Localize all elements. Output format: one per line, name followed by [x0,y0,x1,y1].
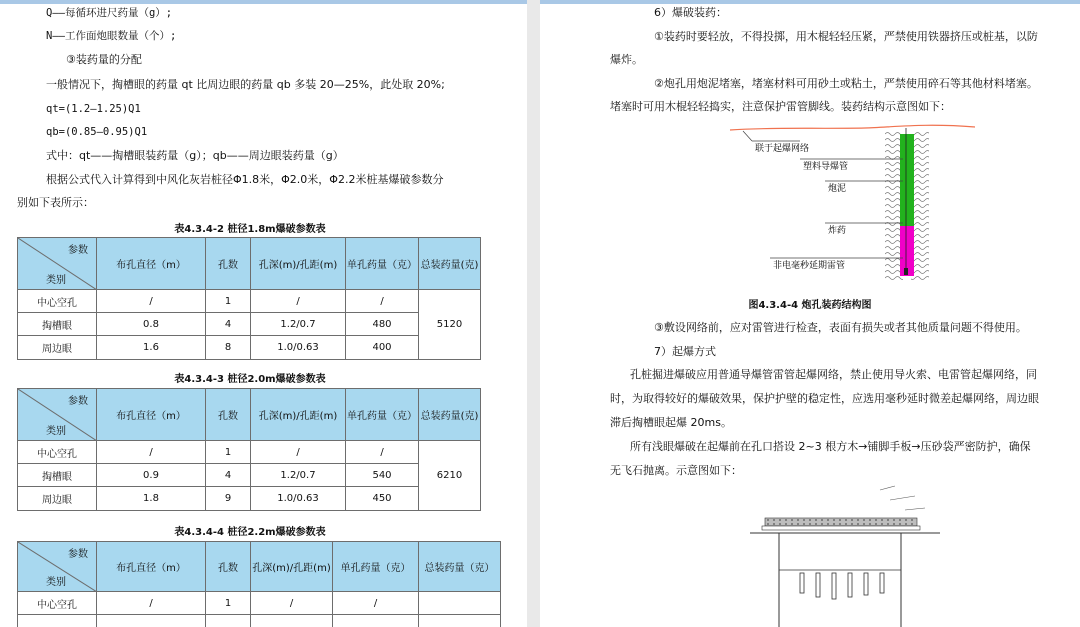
table-cell: / [251,441,346,464]
text-line: 式中：qt——掏槽眼装药量（g）；qb——周边眼装药量（g） [46,149,344,162]
header-diagonal-cell [18,238,97,290]
section-heading: 7）起爆方式 [654,345,716,358]
table-cell: 4 [206,313,251,336]
column-header: 孔数 [206,389,251,441]
column-header: 孔数 [206,542,251,592]
table-row [18,592,501,615]
text-line: ①装药时要轻放，不得投掷，用木棍轻轻压紧，严禁使用铁器挤压或桩基，以防 [654,30,1038,43]
table-cell: 1.8 [97,487,206,511]
text-line: 孔桩掘进爆破应用普通导爆管雷管起爆网络，禁止使用导火索、电雷管起爆网络，同 [630,368,1037,381]
table-cell: 0.9 [97,464,206,487]
column-header: 孔深(m)/孔距(m) [251,238,346,290]
table-cell: 中心空孔 [18,592,97,615]
detonator [904,268,908,275]
table-cell: 周边眼 [18,487,97,511]
table-cell: 4 [206,464,251,487]
table-cell: 540 [346,464,419,487]
table-cell: 1 [206,441,251,464]
text-line: 别如下表所示： [17,196,94,209]
table-cell: / [251,290,346,313]
table-cell: 1.6 [97,336,206,360]
table-cell: 1 [206,592,251,615]
table-cell [333,615,419,627]
table-cell: 9 [206,487,251,511]
blast-params-table-1 [17,237,481,360]
table-cell [206,615,251,627]
table-cell: / [333,592,419,615]
text-line: 爆炸。 [610,53,643,66]
blast-params-table-2 [17,388,481,511]
label-detonator: 非电毫秒延期雷管 [773,261,846,271]
stemming-column [900,134,914,226]
column-header: 总装药量（克） [419,542,501,592]
table-cell [419,615,501,627]
table-cell: / [251,592,333,615]
text-line: 所有浅眼爆破在起爆前在孔口搭设 2~3 根方木→铺脚手板→压砂袋严密防护，确保 [630,440,1031,453]
text-line: N——工作面炮眼数量（个）; [46,30,177,42]
text-line: 无飞石抛离。示意图如下： [610,464,742,477]
column-header: 单孔药量（克） [346,389,419,441]
document-page-right [540,0,1080,627]
text-line: qt=(1.2—1.25)Q1 [46,103,141,115]
table-cell: 中心空孔 [18,290,97,313]
table-cell [18,615,97,627]
text-line: 根据公式代入计算得到中风化灰岩桩径Φ1.8米，Φ2.0米，Φ2.2米桩基爆破参数分 [46,173,444,186]
table-cell: / [97,290,206,313]
table-cell: 400 [346,336,419,360]
table-cell: 掏槽眼 [18,464,97,487]
table-cell: 1.0/0.63 [251,487,346,511]
table-cell: / [97,592,206,615]
header-category: 类别 [46,426,66,437]
table-cell: / [346,290,419,313]
column-header: 单孔药量（克） [333,542,419,592]
table-cell: 0.8 [97,313,206,336]
text-line: ③装药量的分配 [66,53,142,66]
figure-caption: 图4.3.4-4 炮孔装药结构图 [748,300,872,311]
header-diagonal-cell [18,542,97,592]
column-header: 孔数 [206,238,251,290]
table-row [18,290,481,313]
column-header: 布孔直径（m） [97,389,206,441]
column-header: 总装药量(克) [419,389,481,441]
table-cell [97,615,206,627]
label-plastic-tube: 塑料导爆管 [803,162,849,172]
protection-diagram [730,478,950,627]
table-cell: 480 [346,313,419,336]
table-row [18,441,481,464]
document-page-left [0,0,527,627]
text-line: ②炮孔用炮泥堵塞，堵塞材料可用砂土或粘土，严禁使用碎石等其他材料堵塞。 [654,77,1038,90]
text-line: qb=(0.85—0.95)Q1 [46,126,148,138]
table-cell: 周边眼 [18,336,97,360]
label-stemming: 炮泥 [828,184,847,194]
table-cell-total: 5120 [419,290,481,360]
table-caption: 表4.3.4-2 桩径1.8m爆破参数表 [174,224,326,235]
sandbag-layer [765,518,917,526]
column-header: 孔深(m)/孔距(m) [251,542,333,592]
column-header: 布孔直径（m） [97,238,206,290]
table-cell: / [346,441,419,464]
section-heading: 6）爆破装药： [654,6,727,19]
table-row [18,487,481,511]
header-category: 类别 [46,275,66,286]
table-cell: 中心空孔 [18,441,97,464]
text-line: 时，为取得较好的爆破效果，保护护壁的稳定性，应选用毫秒延时微差起爆网络，周边眼 [610,392,1039,405]
column-header: 布孔直径（m） [97,542,206,592]
text-line: Q——每循环进尺药量（g）; [46,7,173,19]
page-top-border [540,0,1080,4]
table-row [18,464,481,487]
text-line: 一般情况下，掏槽眼的药量 qt 比周边眼的药量 qb 多装 20—25%，此处取 20%; [46,78,445,91]
detonation-wire [730,125,975,130]
table-cell: 450 [346,487,419,511]
label-explosive: 炸药 [828,226,847,236]
table-cell [419,592,501,615]
header-param: 参数 [68,245,88,256]
blast-params-table-3 [17,541,501,627]
header-category: 类别 [46,577,66,588]
page-top-border [0,0,527,4]
header-diagonal-cell [18,389,97,441]
column-header: 总装药量(克) [419,238,481,290]
table-cell: 8 [206,336,251,360]
table-cell-total: 6210 [419,441,481,511]
label-detonation-network: 联于起爆网络 [755,144,810,154]
table-cell: 1 [206,290,251,313]
text-line: 堵塞时可用木棍轻轻捣实，注意保护雷管脚线。装药结构示意图如下： [610,100,951,113]
header-param: 参数 [68,549,88,560]
table-cell: 1.2/0.7 [251,313,346,336]
table-cell: / [97,441,206,464]
blast-holes [800,573,884,599]
column-header: 孔深(m)/孔距(m) [251,389,346,441]
charge-structure-diagram [725,118,985,286]
table-cell: 1.0/0.63 [251,336,346,360]
table-row [18,336,481,360]
table-caption: 表4.3.4-3 桩径2.0m爆破参数表 [174,374,326,385]
table-row [18,313,481,336]
column-header: 单孔药量（克） [346,238,419,290]
table-row [18,615,501,627]
table-caption: 表4.3.4-4 桩径2.2m爆破参数表 [174,527,326,538]
header-param: 参数 [68,396,88,407]
scaffold-board [762,526,920,530]
table-cell: 掏槽眼 [18,313,97,336]
text-line: 滞后掏槽眼起爆 20ms。 [610,416,732,429]
table-cell: 1.2/0.7 [251,464,346,487]
text-line: ③敷设网络前，应对雷管进行检查，表面有损失或者其他质量问题不得使用。 [654,321,1027,334]
table-cell [251,615,333,627]
